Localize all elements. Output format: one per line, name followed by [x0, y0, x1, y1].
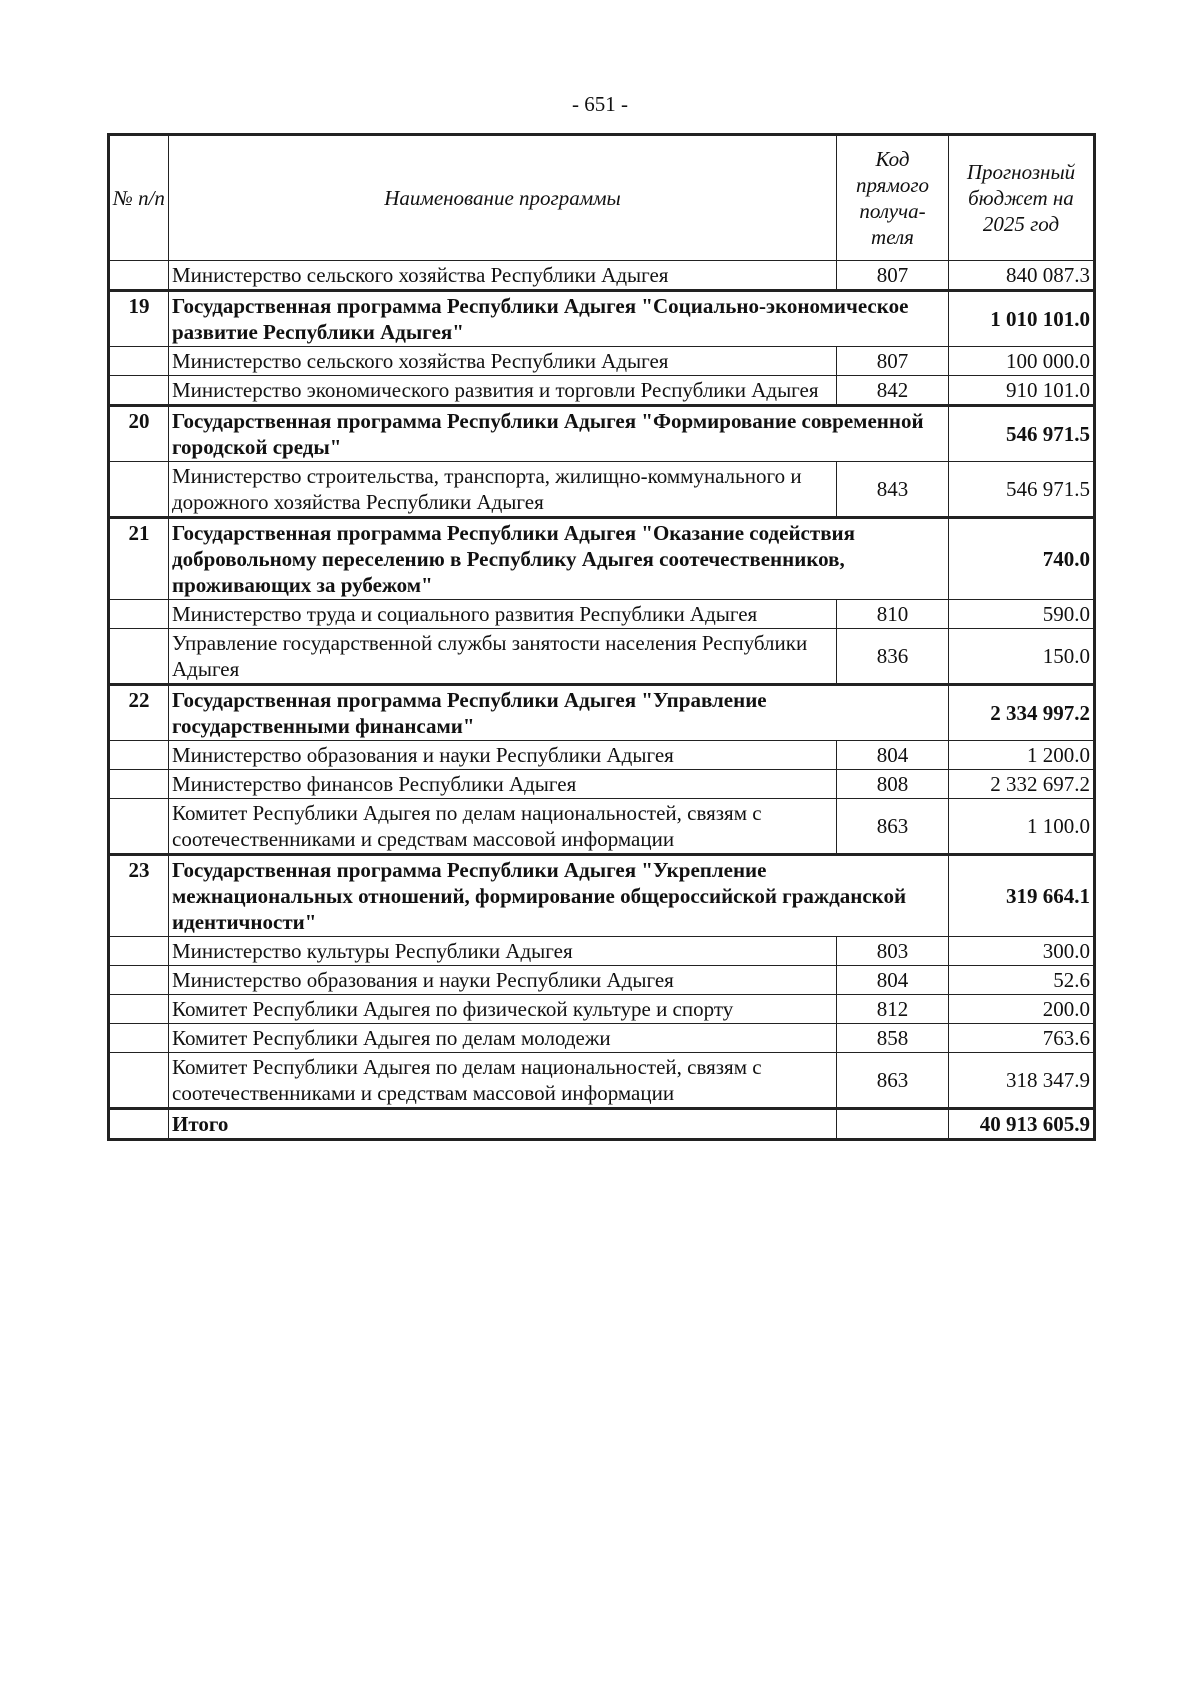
recipient-budget: 2 332 697.2	[949, 770, 1095, 799]
recipient-budget: 100 000.0	[949, 347, 1095, 376]
total-label: Итого	[169, 1109, 837, 1140]
recipient-budget: 910 101.0	[949, 376, 1095, 406]
row-num	[109, 462, 169, 518]
recipient-name: Комитет Республики Адыгея по делам молодежи	[169, 1024, 837, 1053]
row-num	[109, 600, 169, 629]
recipient-budget: 52.6	[949, 966, 1095, 995]
recipient-name: Министерство образования и науки Республики Адыгея	[169, 741, 837, 770]
recipient-name: Министерство сельского хозяйства Республики Адыгея	[169, 261, 837, 291]
recipient-budget: 1 200.0	[949, 741, 1095, 770]
recipient-code: 803	[837, 937, 949, 966]
row-num: 20	[109, 406, 169, 462]
header-row	[109, 135, 1095, 261]
recipient-budget: 763.6	[949, 1024, 1095, 1053]
recipient-code: 842	[837, 376, 949, 406]
budget-table-container	[107, 133, 1093, 1141]
program-budget: 740.0	[949, 518, 1095, 600]
program-row	[109, 406, 1095, 462]
row-num	[109, 966, 169, 995]
recipient-name: Министерство культуры Республики Адыгея	[169, 937, 837, 966]
page-number: - 651 -	[572, 92, 628, 116]
recipient-budget: 200.0	[949, 995, 1095, 1024]
recipient-budget: 590.0	[949, 600, 1095, 629]
recipient-name: Комитет Республики Адыгея по физической культуре и спорту	[169, 995, 837, 1024]
table-row	[109, 966, 1095, 995]
recipient-name: Министерство сельского хозяйства Республики Адыгея	[169, 347, 837, 376]
row-num	[109, 261, 169, 291]
recipient-code: 863	[837, 799, 949, 855]
program-row	[109, 518, 1095, 600]
program-name: Государственная программа Республики Адыгея "Управление государственными финансами"	[169, 685, 949, 741]
header-num: № п/п	[109, 135, 169, 261]
program-name: Государственная программа Республики Адыгея "Укрепление межнациональных отношений, формирование общероссийской гражданской идентичности"	[169, 855, 949, 937]
recipient-name: Министерство строительства, транспорта, жилищно-коммунального и дорожного хозяйства Республики Адыгея	[169, 462, 837, 518]
recipient-code: 807	[837, 261, 949, 291]
header-name: Наименование программы	[169, 135, 837, 261]
recipient-name: Управление государственной службы занятости населения Республики Адыгея	[169, 629, 837, 685]
total-row	[109, 1109, 1095, 1140]
recipient-name: Комитет Республики Адыгея по делам национальностей, связям с соотечественниками и средствам массовой информации	[169, 799, 837, 855]
table-row	[109, 261, 1095, 291]
program-name: Государственная программа Республики Адыгея "Формирование современной городской среды"	[169, 406, 949, 462]
table-row	[109, 770, 1095, 799]
recipient-name: Министерство экономического развития и торговли Республики Адыгея	[169, 376, 837, 406]
table-row	[109, 1053, 1095, 1109]
program-budget: 319 664.1	[949, 855, 1095, 937]
row-num: 22	[109, 685, 169, 741]
table-row	[109, 995, 1095, 1024]
recipient-budget: 546 971.5	[949, 462, 1095, 518]
row-num	[109, 629, 169, 685]
row-num	[109, 1024, 169, 1053]
program-name: Государственная программа Республики Адыгея "Социально-экономическое развитие Республики Адыгея"	[169, 291, 949, 347]
recipient-code: 858	[837, 1024, 949, 1053]
recipient-code: 808	[837, 770, 949, 799]
table-row	[109, 1024, 1095, 1053]
recipient-budget: 300.0	[949, 937, 1095, 966]
recipient-name: Министерство образования и науки Республики Адыгея	[169, 966, 837, 995]
table-row	[109, 376, 1095, 406]
table-row	[109, 347, 1095, 376]
header-code: Код прямого получа-теля	[837, 135, 949, 261]
program-budget: 546 971.5	[949, 406, 1095, 462]
recipient-budget: 840 087.3	[949, 261, 1095, 291]
table-row	[109, 600, 1095, 629]
total-num	[109, 1109, 169, 1140]
program-row	[109, 685, 1095, 741]
row-num	[109, 799, 169, 855]
table-row	[109, 462, 1095, 518]
header-sum: Прогнозный бюджет на 2025 год	[949, 135, 1095, 261]
recipient-code: 807	[837, 347, 949, 376]
table-row	[109, 741, 1095, 770]
recipient-code: 804	[837, 966, 949, 995]
table-row	[109, 799, 1095, 855]
table-body	[109, 261, 1095, 1140]
table-row	[109, 629, 1095, 685]
recipient-code: 836	[837, 629, 949, 685]
row-num	[109, 347, 169, 376]
program-row	[109, 855, 1095, 937]
row-num	[109, 937, 169, 966]
row-num	[109, 1053, 169, 1109]
table-row	[109, 937, 1095, 966]
recipient-name: Министерство труда и социального развития Республики Адыгея	[169, 600, 837, 629]
recipient-code: 804	[837, 741, 949, 770]
budget-table	[107, 133, 1096, 1141]
recipient-code: 863	[837, 1053, 949, 1109]
recipient-name: Министерство финансов Республики Адыгея	[169, 770, 837, 799]
row-num	[109, 741, 169, 770]
program-name: Государственная программа Республики Адыгея "Оказание содействия добровольному переселению в Республику Адыгея соотечественников, проживающих за рубежом"	[169, 518, 949, 600]
recipient-code: 810	[837, 600, 949, 629]
program-budget: 1 010 101.0	[949, 291, 1095, 347]
recipient-budget: 1 100.0	[949, 799, 1095, 855]
recipient-budget: 318 347.9	[949, 1053, 1095, 1109]
row-num	[109, 995, 169, 1024]
recipient-name: Комитет Республики Адыгея по делам национальностей, связям с соотечественниками и средствам массовой информации	[169, 1053, 837, 1109]
row-num: 19	[109, 291, 169, 347]
recipient-code: 812	[837, 995, 949, 1024]
program-budget: 2 334 997.2	[949, 685, 1095, 741]
program-row	[109, 291, 1095, 347]
total-budget: 40 913 605.9	[949, 1109, 1095, 1140]
total-code	[837, 1109, 949, 1140]
table-header	[109, 135, 1095, 261]
row-num	[109, 376, 169, 406]
row-num: 23	[109, 855, 169, 937]
row-num: 21	[109, 518, 169, 600]
row-num	[109, 770, 169, 799]
recipient-budget: 150.0	[949, 629, 1095, 685]
recipient-code: 843	[837, 462, 949, 518]
